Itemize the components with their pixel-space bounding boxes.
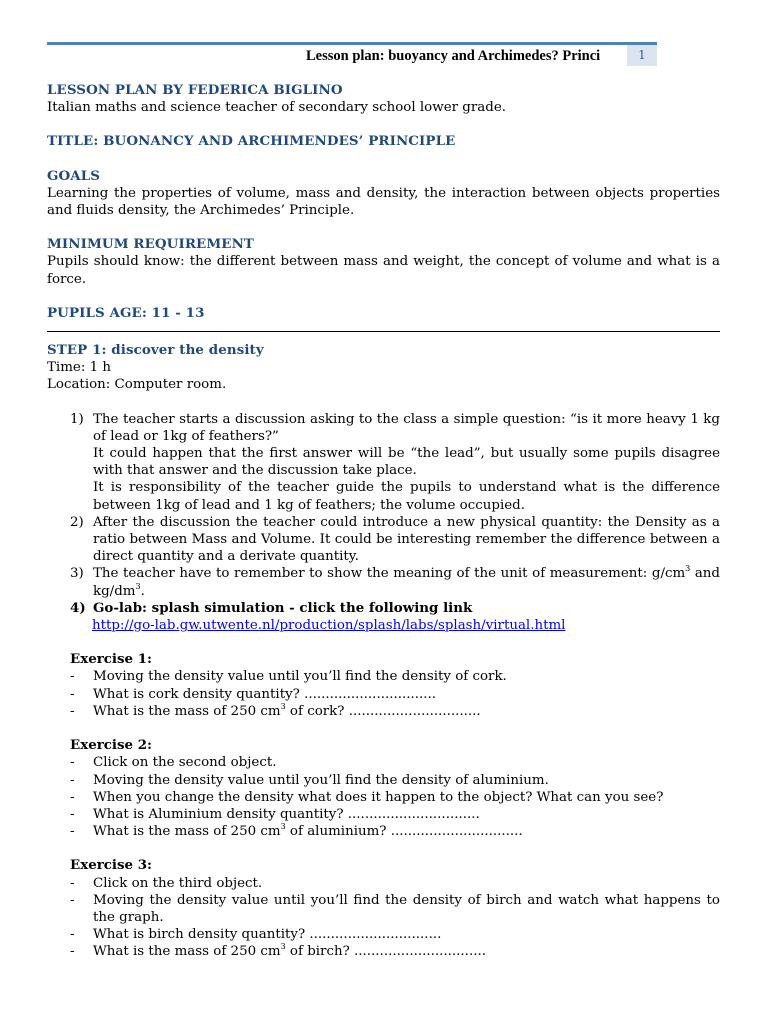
step-text — [93, 565, 720, 599]
exercise-title: Exercise 3: — [70, 857, 152, 874]
step-text: Go-lab: splash simulation - click the following link — [93, 599, 473, 616]
list-item — [47, 514, 720, 566]
list-item — [47, 892, 720, 926]
list-number: 2) — [70, 514, 84, 530]
superscript: 3 — [280, 942, 286, 952]
list-number: 4) — [70, 599, 86, 616]
bullet-dash: - — [70, 824, 75, 840]
bullet-dash: - — [70, 703, 75, 719]
min-req-heading: MINIMUM REQUIREMENT — [47, 236, 254, 253]
step-text-part: The teacher have to remember to show the meaning of the unit of measurement: g/cm — [93, 566, 686, 582]
bullet-dash: - — [70, 875, 75, 891]
item-text: What is Aluminium density quantity? ............................... — [93, 806, 480, 822]
item-text: What is birch density quantity? ............................... — [93, 927, 442, 943]
superscript: 3 — [135, 581, 141, 591]
step-text: It could happen that the first answer will be “the lead”, but usually some pupils disagree with that answer and the discussion take place. — [93, 446, 720, 479]
list-item — [47, 686, 720, 703]
step-text: It is responsibility of the teacher guide the pupils to understand what is the difference between 1kg of lead and 1 kg of feathers; the volume occupied. — [93, 480, 720, 513]
item-text: of birch? ............................... — [285, 944, 486, 960]
goals-heading: GOALS — [47, 167, 101, 184]
list-item — [47, 703, 720, 720]
list-item — [47, 789, 720, 806]
superscript: 3 — [280, 822, 286, 832]
list-item — [47, 823, 720, 840]
bullet-dash: - — [70, 806, 75, 822]
section-divider — [47, 331, 720, 332]
list-item — [47, 772, 720, 789]
author-description: Italian maths and science teacher of secondary school lower grade. — [47, 100, 507, 116]
item-text: Click on the third object. — [93, 875, 263, 891]
step1-heading: STEP 1: discover the density — [47, 342, 264, 359]
item-text: Click on the second object. — [93, 755, 277, 771]
step1-location: Location: Computer room. — [47, 377, 227, 393]
author-heading: LESSON PLAN BY FEDERICA BIGLINO — [47, 82, 343, 98]
list-item — [47, 600, 720, 617]
page-header — [47, 42, 657, 66]
step-text-part: . — [140, 583, 145, 599]
item-text: What is the mass of 250 cm — [93, 703, 281, 719]
item-text: Moving the density value until you’ll find the density of cork. — [93, 669, 507, 685]
bullet-dash: - — [70, 686, 75, 702]
goals-text: Learning the properties of volume, mass and density, the interaction between objects properties and fluids density, the Archimedes’ Principle. — [47, 185, 720, 219]
bullet-dash: - — [70, 892, 75, 908]
simulation-link[interactable]: http://go-lab.gw.utwente.nl/production/splash/labs/splash/virtual.html — [92, 618, 566, 634]
list-item — [47, 754, 720, 771]
list-item — [47, 668, 720, 685]
document-body — [47, 82, 720, 961]
step-text-part: and kg/dm — [93, 566, 721, 599]
step-text: The teacher starts a discussion asking to the class a simple question: “is it more heavy 1 kg of lead or 1kg of feathers?” — [93, 411, 720, 444]
header-rule — [47, 42, 657, 45]
list-item — [47, 875, 720, 892]
header-title: Lesson plan: buoyancy and Archimedes? Princi — [306, 48, 601, 64]
title-heading: TITLE: BUONANCY AND ARCHIMENDES’ PRINCIPLE — [47, 133, 456, 150]
pupils-age-heading: PUPILS AGE: 11 - 13 — [47, 304, 205, 321]
item-text: Moving the density value until you’ll find the density of aluminium. — [93, 772, 549, 788]
page-number: 1 — [627, 45, 657, 66]
bullet-dash: - — [70, 789, 75, 805]
superscript: 3 — [280, 701, 286, 711]
step-list — [47, 411, 720, 617]
bullet-dash: - — [70, 755, 75, 771]
item-text: What is the mass of 250 cm — [93, 824, 281, 840]
item-text: of aluminium? ............................... — [285, 824, 523, 840]
list-item — [47, 926, 720, 943]
step1-time: Time: 1 h — [47, 360, 112, 376]
min-req-text: Pupils should know: the different between mass and weight, the concept of volume and what is a force. — [47, 254, 720, 287]
exercise-2 — [47, 737, 720, 754]
list-number: 3) — [70, 566, 84, 582]
step-text: After the discussion the teacher could introduce a new physical quantity: the Density as a ratio between Mass and Volume. It could be interesting remember the difference between a direct quantity and a derivate quantity. — [93, 514, 720, 565]
superscript: 3 — [685, 564, 691, 574]
exercise-title: Exercise 2: — [70, 737, 152, 754]
item-text: of cork? ............................... — [285, 703, 481, 719]
list-item — [47, 411, 720, 514]
item-text: When you change the density what does it happen to the object? What can you see? — [93, 789, 664, 805]
list-number: 1) — [70, 411, 84, 427]
list-item — [47, 565, 720, 599]
bullet-dash: - — [70, 944, 75, 960]
bullet-dash: - — [70, 669, 75, 685]
item-text: What is the mass of 250 cm — [93, 944, 281, 960]
bullet-dash: - — [70, 927, 75, 943]
item-text: Moving the density value until you’ll find the density of birch and watch what happens to the graph. — [93, 892, 720, 925]
item-text: What is cork density quantity? ............................... — [93, 686, 437, 702]
exercise-title: Exercise 1: — [70, 651, 152, 668]
bullet-dash: - — [70, 772, 75, 788]
exercise-1 — [47, 651, 720, 668]
list-item — [47, 943, 720, 960]
list-item — [47, 806, 720, 823]
exercise-3 — [47, 857, 720, 874]
